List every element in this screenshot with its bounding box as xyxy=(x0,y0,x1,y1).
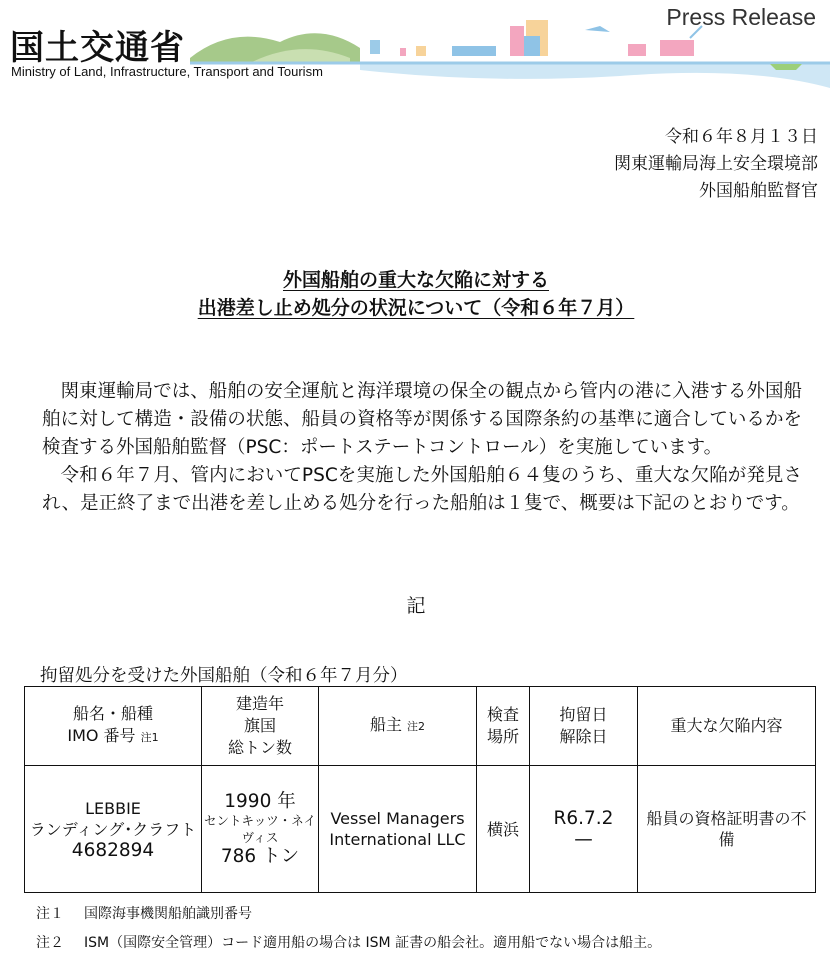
ministry-logo-jp: 国土交通省 xyxy=(10,28,185,68)
header-port-line1: 検査 xyxy=(486,705,519,724)
gross-tonnage: 786 トン xyxy=(220,846,300,867)
issuing-officer: 外国船舶監督官 xyxy=(699,181,818,201)
ki-heading: 記 xyxy=(406,595,426,617)
footnote xyxy=(36,900,661,929)
header-owner-label: 船主 xyxy=(369,715,402,734)
ship-name: LEBBIE xyxy=(85,798,141,818)
title-line-2: 出港差し止め処分の状況について（令和６年７月） xyxy=(197,297,635,319)
body-paragraph-2: 令和６年７月、管内においてPSCを実施した外国船舶６４隻のうち、重大な欠陥が発見され、是正終了まで出港を差し止める処分を行った船舶は１隻で、概要は下記のとおりです。 xyxy=(42,465,802,514)
header-build xyxy=(202,687,319,766)
build-year: 1990 年 xyxy=(224,791,296,812)
header-banner-illustration xyxy=(190,18,830,88)
ship-type: ランディング･クラフト xyxy=(29,819,197,839)
footnote xyxy=(36,929,661,958)
ship-imo: 4682894 xyxy=(71,839,155,861)
page-header xyxy=(0,0,832,90)
cell-port: 横浜 xyxy=(477,766,530,893)
header-date xyxy=(530,687,638,766)
header-owner-note: 注2 xyxy=(407,720,426,733)
header-port-line2: 場所 xyxy=(486,727,519,746)
table-row xyxy=(25,766,816,893)
header-ship-line1: 船名・船種 xyxy=(72,704,153,723)
table-header-row xyxy=(25,687,816,766)
cell-owner: Vessel Managers International LLC xyxy=(319,766,477,893)
footnote-text: ISM（国際安全管理）コード適用船の場合は ISM 証書の船会社。適用船でない場合は船主。 xyxy=(84,935,662,951)
cell-defect: 船員の資格証明書の不備 xyxy=(638,766,816,893)
cell-build xyxy=(202,766,319,893)
header-defect: 重大な欠陥内容 xyxy=(638,687,816,766)
ministry-name-en: Ministry of Land, Infrastructure, Transport and Tourism xyxy=(11,64,323,79)
body-text xyxy=(42,378,802,518)
flag-state: セントキッツ・ネイヴィス xyxy=(204,813,317,845)
header-build-line3: 総トン数 xyxy=(227,738,292,757)
header-build-line2: 旗国 xyxy=(243,716,276,735)
footnote-text: 国際海事機関船舶識別番号 xyxy=(84,906,252,922)
header-owner xyxy=(319,687,477,766)
header-build-line1: 建造年 xyxy=(235,694,284,713)
footnote-label: 注１ xyxy=(36,906,64,922)
issuing-bureau: 関東運輸局海上安全環境部 xyxy=(614,154,818,174)
header-ship-note: 注1 xyxy=(140,731,159,744)
detention-date: R6.7.2 xyxy=(553,808,614,829)
cell-date xyxy=(530,766,638,893)
header-port xyxy=(477,687,530,766)
press-release-label: Press Release xyxy=(666,4,816,30)
issue-date: 令和６年８月１３日 xyxy=(665,127,818,147)
release-date: — xyxy=(574,829,593,850)
document-title xyxy=(0,266,832,322)
footnotes xyxy=(36,900,661,958)
body-paragraph-1: 関東運輸局では、船舶の安全運航と海洋環境の保全の観点から管内の港に入港する外国船舶に対して構造・設備の状態、船員の資格等が関係する国際条約の基準に適合しているかを検査する外国船舶監督（PSC：ポートステートコントロール）を実施しています。 xyxy=(42,381,802,458)
title-line-1: 外国船舶の重大な欠陥に対する xyxy=(282,269,549,291)
cell-ship xyxy=(25,766,202,893)
header-ship-line2: IMO 番号 xyxy=(67,726,136,745)
header-ship xyxy=(25,687,202,766)
detention-table xyxy=(24,686,816,893)
table-caption: 拘留処分を受けた外国船舶（令和６年７月分） xyxy=(40,666,408,686)
document-meta xyxy=(614,124,818,205)
footnote-label: 注２ xyxy=(36,935,64,951)
header-date-line2: 解除日 xyxy=(559,727,608,746)
header-date-line1: 拘留日 xyxy=(559,705,608,724)
